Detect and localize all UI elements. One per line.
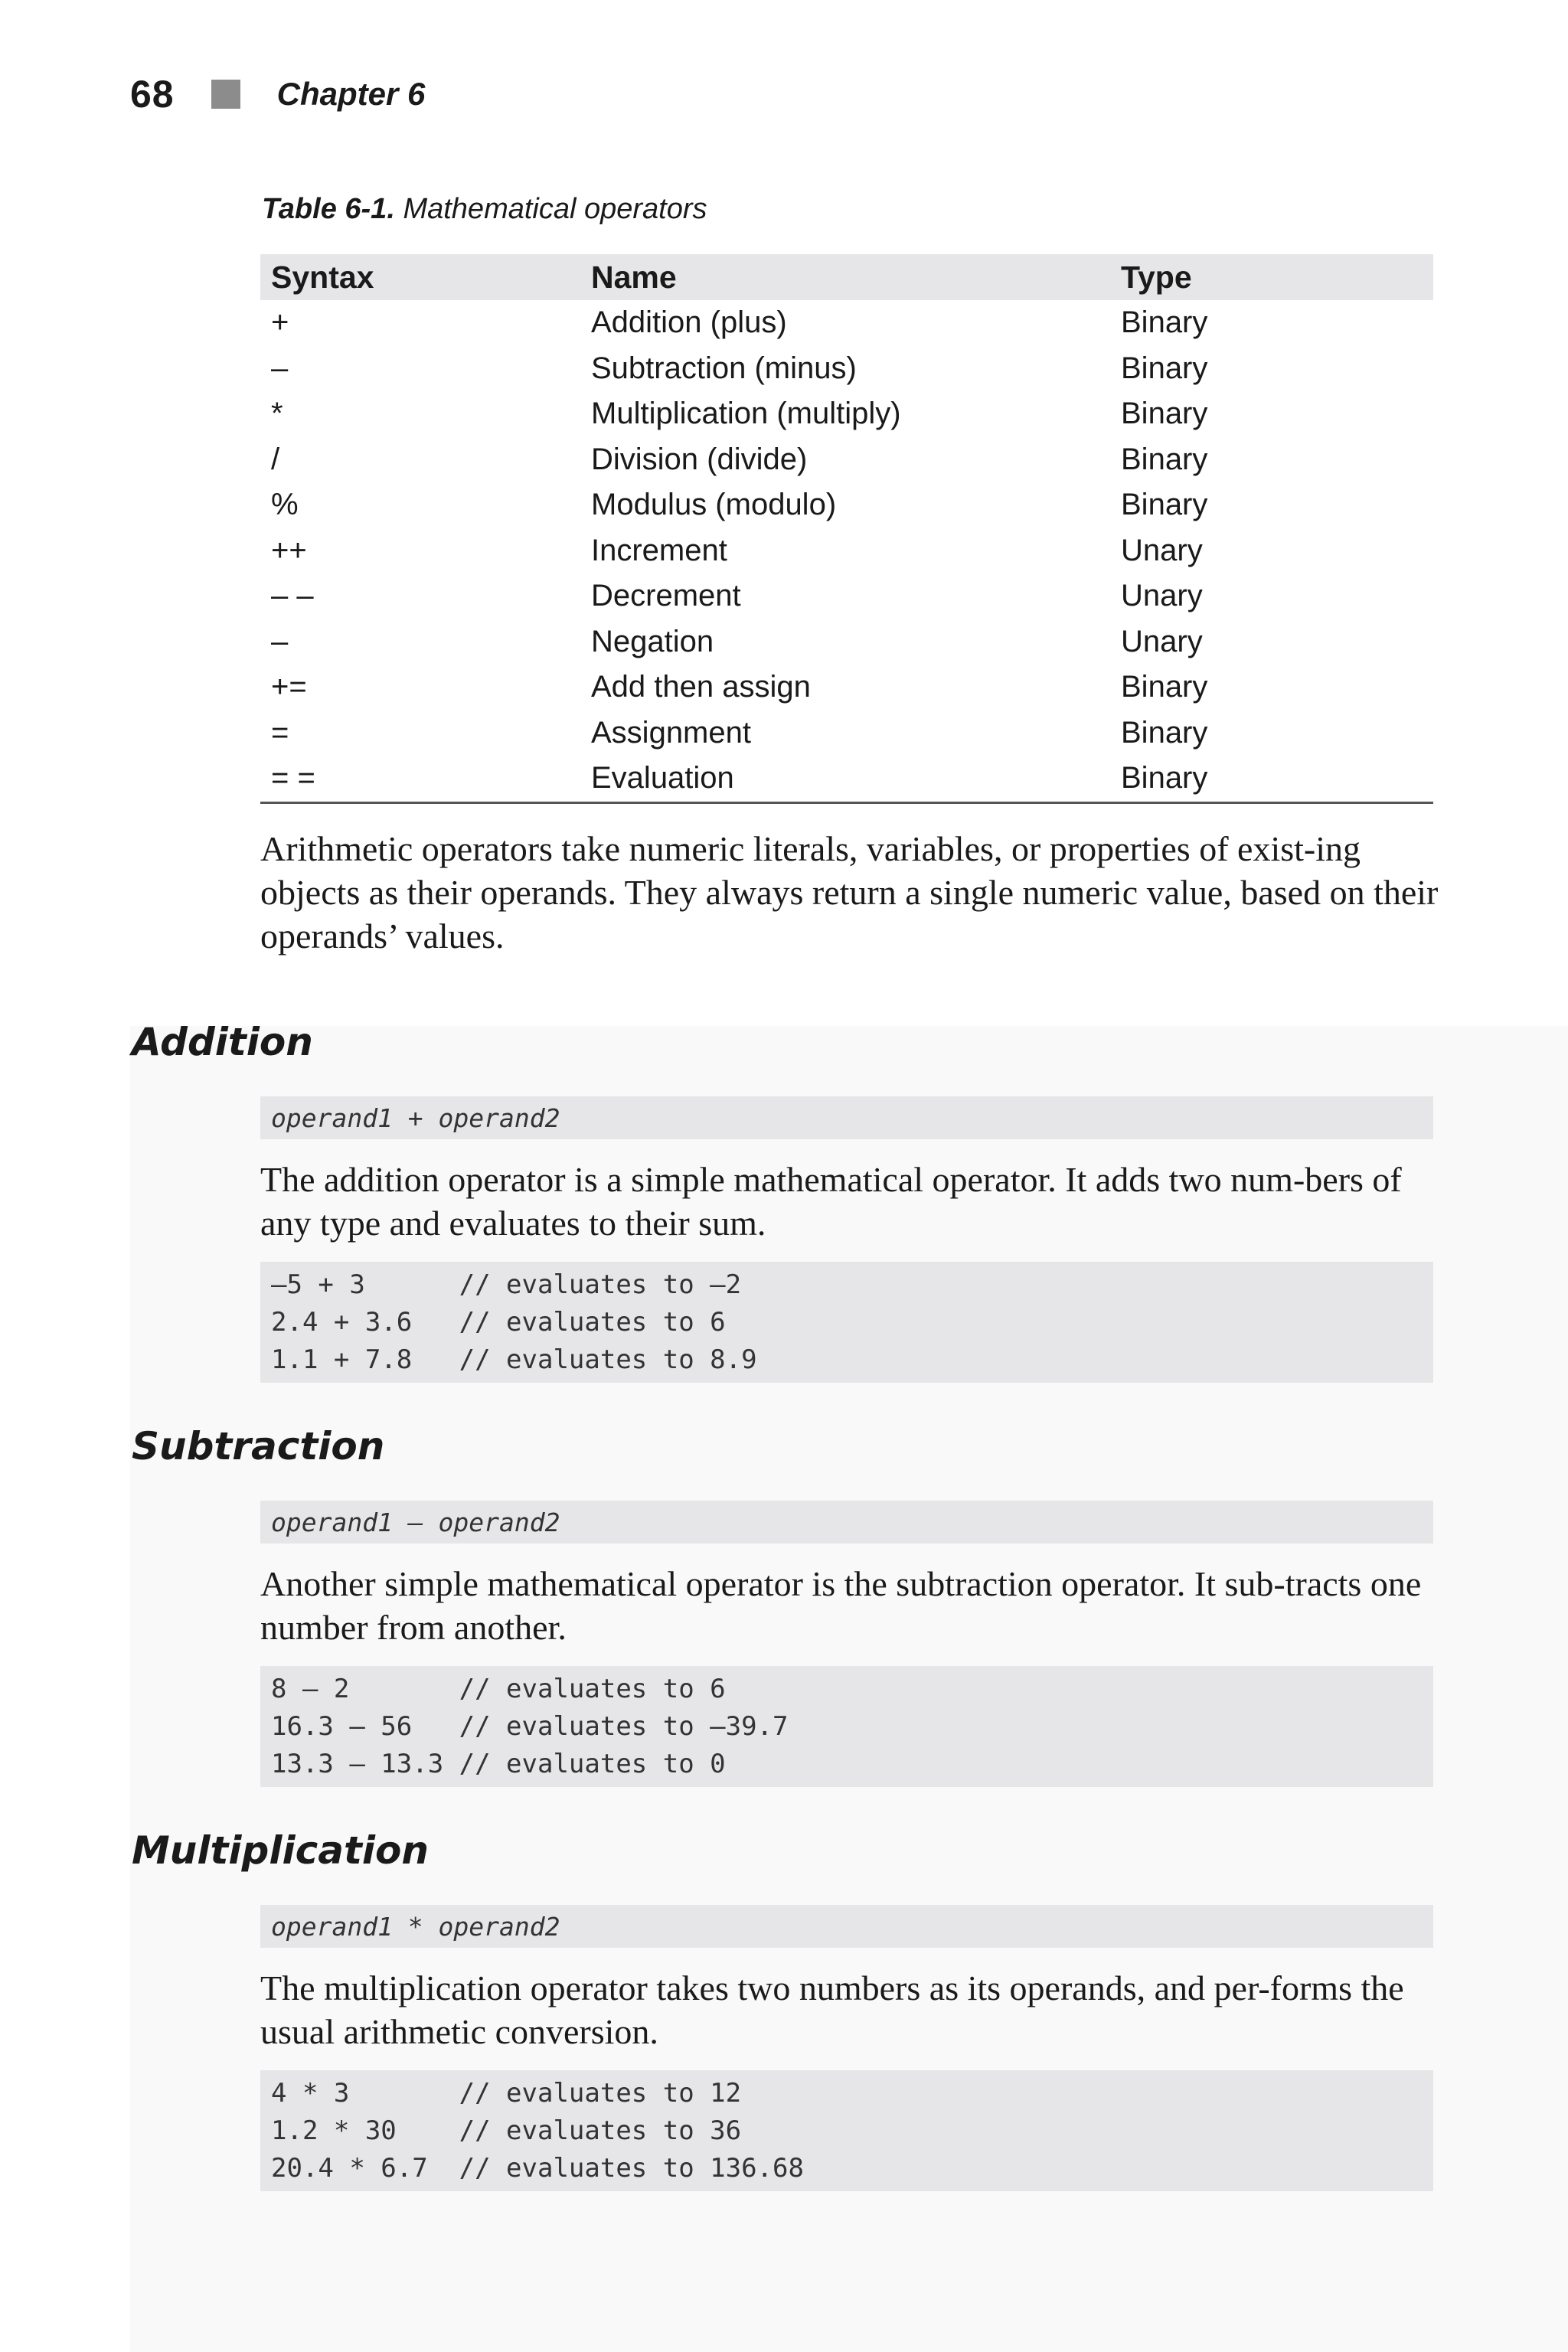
code-line: 16.3 – 56 // evaluates to –39.7 — [271, 1711, 789, 1742]
code-block-subtraction — [260, 1666, 1433, 1787]
name-cell: Add then assign — [591, 670, 811, 704]
type-cell: Binary — [1110, 756, 1433, 802]
table-row — [260, 619, 1433, 665]
table-row — [260, 300, 1433, 346]
type-cell: Binary — [1121, 305, 1208, 340]
table-row — [260, 710, 1433, 756]
name-cell: Assignment — [591, 715, 751, 750]
table-row — [260, 391, 1433, 437]
column-header-syntax: Syntax — [260, 254, 580, 300]
syntax-cell: / — [271, 442, 280, 476]
table-row — [260, 346, 1433, 392]
table-row — [260, 437, 1433, 483]
type-cell: Binary — [1121, 670, 1208, 704]
name-cell: Negation — [591, 624, 714, 658]
code-line: 13.3 – 13.3 // evaluates to 0 — [271, 1749, 726, 1779]
syntax-cell: = = — [260, 756, 580, 802]
code-block-multiplication — [260, 2070, 1433, 2191]
running-header — [130, 67, 425, 121]
syntax-box-addition: operand1 + operand2 — [260, 1096, 1433, 1139]
table-row — [260, 665, 1433, 710]
column-header-type: Type — [1110, 254, 1433, 300]
type-cell: Binary — [1121, 488, 1208, 522]
syntax-cell: ++ — [271, 533, 307, 567]
code-line: 8 – 2 // evaluates to 6 — [271, 1674, 726, 1704]
table-row — [260, 528, 1433, 574]
code-line: 1.2 * 30 // evaluates to 36 — [271, 2115, 742, 2146]
syntax-box-multiplication: operand1 * operand2 — [260, 1905, 1433, 1948]
chapter-title: Chapter 6 — [276, 76, 426, 112]
table-caption-text: Mathematical operators — [403, 193, 707, 225]
code-line: –5 + 3 // evaluates to –2 — [271, 1269, 742, 1300]
section-title-multiplication: Multiplication — [132, 1828, 429, 1873]
section-title-addition: Addition — [132, 1020, 313, 1064]
name-cell: Decrement — [591, 579, 741, 613]
type-cell: Binary — [1121, 351, 1208, 385]
name-cell: Subtraction (minus) — [591, 351, 857, 385]
name-cell: Modulus (modulo) — [591, 488, 837, 522]
header-square-icon — [211, 80, 240, 109]
code-block-addition — [260, 1262, 1433, 1383]
type-cell: Unary — [1121, 533, 1203, 567]
type-cell: Unary — [1121, 624, 1203, 658]
syntax-cell: – — [271, 351, 289, 385]
syntax-cell: – — [271, 624, 289, 658]
syntax-cell: * — [271, 397, 283, 431]
type-cell: Binary — [1121, 397, 1208, 431]
table-row — [260, 573, 1433, 619]
code-line: 20.4 * 6.7 // evaluates to 136.68 — [271, 2153, 804, 2184]
multiplication-paragraph: The multiplication operator takes two numbers as its operands, and per-forms the usual arithmetic conversion. — [260, 1968, 1404, 2051]
addition-paragraph: The addition operator is a simple mathematical operator. It adds two num-bers of any type and evaluates to their sum. — [260, 1160, 1402, 1243]
table-caption-label: Table 6-1. — [262, 193, 395, 225]
table-row — [260, 482, 1433, 528]
table-row — [260, 756, 1433, 802]
intro-paragraph: Arithmetic operators take numeric literals, variables, or properties of exist-ing objects as their operands. They always return a single numeric value, based on their operands’ values. — [260, 829, 1439, 956]
operators-table — [260, 254, 1433, 804]
column-header-name: Name — [580, 254, 1110, 300]
code-line: 2.4 + 3.6 // evaluates to 6 — [271, 1307, 726, 1338]
name-cell: Division (divide) — [591, 442, 808, 476]
table-caption — [262, 193, 707, 226]
syntax-cell: % — [271, 488, 299, 522]
type-cell: Binary — [1121, 715, 1208, 750]
syntax-cell: += — [271, 670, 307, 704]
section-title-subtraction: Subtraction — [132, 1424, 385, 1468]
type-cell: Unary — [1121, 579, 1203, 613]
syntax-cell: + — [271, 305, 289, 340]
code-line: 1.1 + 7.8 // evaluates to 8.9 — [271, 1344, 757, 1375]
name-cell: Multiplication (multiply) — [591, 397, 901, 431]
syntax-cell: – – — [271, 579, 314, 613]
table-header-row — [260, 254, 1433, 300]
page-number: 68 — [130, 73, 175, 116]
subtraction-paragraph: Another simple mathematical operator is the subtraction operator. It sub-tracts one number from another. — [260, 1564, 1422, 1647]
syntax-cell: = — [271, 715, 289, 750]
syntax-box-subtraction: operand1 – operand2 — [260, 1501, 1433, 1544]
code-line: 4 * 3 // evaluates to 12 — [271, 2078, 742, 2109]
type-cell: Binary — [1121, 442, 1208, 476]
name-cell: Addition (plus) — [591, 305, 787, 340]
name-cell: Evaluation — [580, 756, 1110, 802]
name-cell: Increment — [591, 533, 727, 567]
